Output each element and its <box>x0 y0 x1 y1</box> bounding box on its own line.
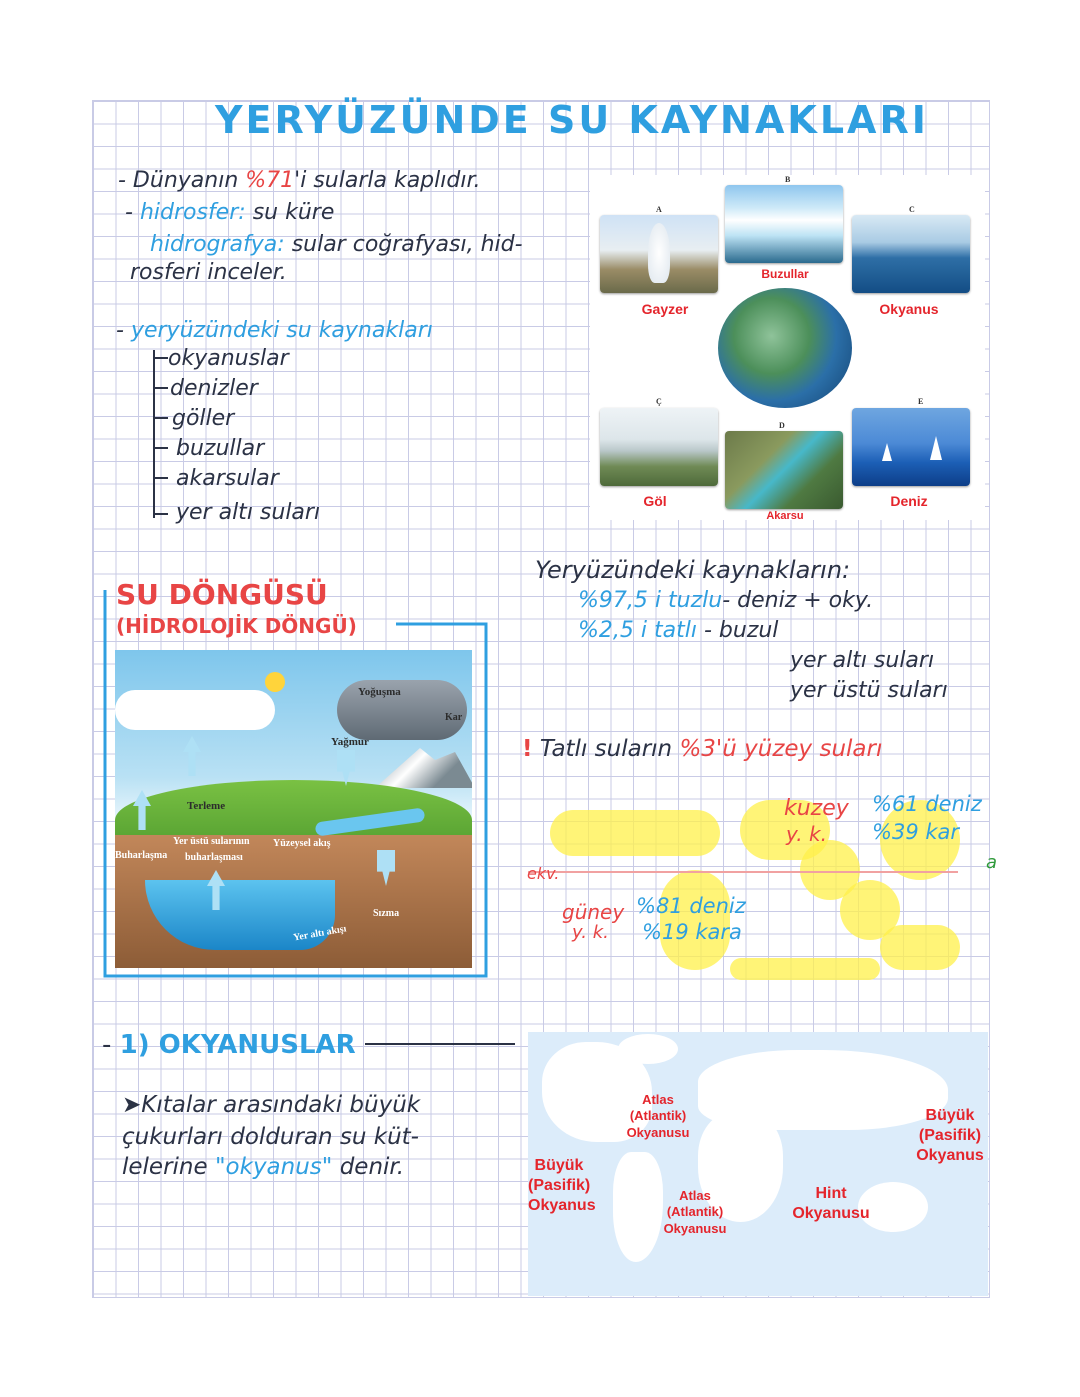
south-land: %19 kara <box>642 920 742 944</box>
sea-label: Deniz <box>890 493 928 509</box>
geyser-photo <box>600 215 718 293</box>
fresh-desc-2: yer altı suları <box>790 648 935 673</box>
hidrosfer-term: hidrosfer: <box>139 200 246 225</box>
south-sea: %81 deniz <box>636 894 746 918</box>
source-item-5: akarsular <box>176 466 279 491</box>
oceans-heading: 1) OKYANUSLAR <box>119 1030 356 1060</box>
sources-bracket <box>140 350 170 530</box>
hidrografya-def: sular coğrafyası, hid- <box>291 232 523 257</box>
salt-percent: %97,5 i <box>578 588 661 613</box>
fresh-row: %2,5 i tatlı - buzul <box>578 618 779 643</box>
letter-d: D <box>779 421 785 430</box>
hidrosfer-def: su küre <box>252 200 335 225</box>
label-yer-ustu-2: buharlaşması <box>185 852 243 863</box>
fresh-desc-3: yer üstü suları <box>790 678 948 703</box>
water-cycle-diagram <box>115 650 472 968</box>
river-photo <box>725 431 843 509</box>
map-hint: Hint Okyanusu <box>792 1185 870 1222</box>
source-item-6: yer altı suları <box>176 500 321 525</box>
map-pasifik-east: Büyük (Pasifik) Okyanus <box>916 1107 984 1164</box>
letter-c: C <box>909 205 915 214</box>
world-ocean-map <box>528 1032 988 1296</box>
letter-e: E <box>918 397 924 406</box>
salt-row: %97,5 i tuzlu- deniz + oky. <box>578 588 874 613</box>
source-item-3: göller <box>172 406 235 431</box>
label-terleme: Terleme <box>187 800 226 812</box>
ocean-photo <box>852 215 970 293</box>
equator-label: ekv. <box>527 864 560 883</box>
intro-line-3 <box>150 232 523 257</box>
water-cycle-heading: SU DÖNGÜSÜ <box>116 578 328 611</box>
intro-line-1 <box>118 168 480 193</box>
letter-a: A <box>656 205 662 214</box>
hidrografya-term: hidrografya: <box>150 232 285 257</box>
source-item-1: okyanuslar <box>168 346 289 371</box>
map-atlas-south: Atlas (Atlantik) Okyanusu <box>663 1188 727 1236</box>
letter-b: B <box>785 175 791 184</box>
oceans-heading-line <box>365 1043 515 1045</box>
surface-note-suffix: yüzey suları <box>744 736 883 762</box>
fresh-desc-1: buzul <box>718 618 779 643</box>
equator-line <box>528 871 958 873</box>
sources-heading-row: - yeryüzündeki su kaynakları <box>116 318 433 343</box>
intro-percent: %71 <box>245 168 295 193</box>
map-atlas-north: Atlas (Atlantik) Okyanusu <box>626 1092 690 1140</box>
north-label-1: kuzey <box>784 796 849 821</box>
salt-desc: deniz + oky. <box>737 588 874 613</box>
globe-image <box>718 288 852 408</box>
label-yagmur: Yağmur <box>331 736 369 748</box>
glacier-label: Buzullar <box>761 267 809 281</box>
intro-line-2: - hidrosfer: su küre <box>125 200 335 225</box>
label-yuzeysel: Yüzeysel akış <box>273 838 331 849</box>
north-sea: %61 deniz <box>872 792 982 816</box>
margin-mark: a <box>986 852 998 873</box>
water-sources-figure <box>590 175 985 520</box>
surface-note <box>522 736 882 762</box>
label-yer-alti: Yer altı akışı <box>292 923 348 944</box>
label-sizma: Sızma <box>373 908 400 919</box>
north-label-2: y. k. <box>786 822 827 846</box>
page-title: YERYÜZÜNDE SU KAYNAKLARI <box>215 98 929 142</box>
fresh-word: tatlı <box>654 618 697 643</box>
south-label-1: güney <box>562 900 625 924</box>
map-pasifik-west: Büyük (Pasifik) Okyanus <box>528 1157 596 1214</box>
surface-note-percent: %3'ü <box>679 736 737 762</box>
distribution-heading: Yeryüzündeki kaynakların: <box>535 556 851 584</box>
exclamation-icon: ! <box>522 736 533 762</box>
fresh-percent: %2,5 i <box>578 618 647 643</box>
salt-word: tuzlu <box>668 588 723 613</box>
intro-line-4: rosferi inceler. <box>130 260 287 285</box>
label-buharlasma: Buharlaşma <box>115 850 168 861</box>
oceans-heading-row: - 1) OKYANUSLAR <box>102 1030 356 1060</box>
label-kar: Kar <box>445 712 463 723</box>
letter-cc: Ç <box>656 397 662 406</box>
oceans-def-1: ➤Kıtalar arasındaki büyük <box>122 1092 421 1118</box>
intro-suffix: 'i sularla kaplıdır. <box>294 168 481 193</box>
intro-prefix: - Dünyanın <box>118 168 239 193</box>
glacier-photo <box>725 185 843 263</box>
greenland-shape <box>618 1034 678 1064</box>
ocean-label: Okyanus <box>879 301 939 317</box>
label-yer-ustu-1: Yer üstü sularının <box>173 836 250 847</box>
north-land: %39 kar <box>872 820 960 844</box>
river-label: Akarsu <box>766 510 804 522</box>
label-yogusma: Yoğuşma <box>358 686 401 698</box>
sources-heading: yeryüzündeki su kaynakları <box>130 318 433 343</box>
surface-note-prefix: Tatlı suların <box>539 736 673 762</box>
geyser-label: Gayzer <box>641 301 689 317</box>
arrow-icon: ➤ <box>122 1092 142 1118</box>
oceans-def-3: lelerine "okyanus" denir. <box>122 1154 405 1180</box>
oceans-def-2: çukurları dolduran su küt- <box>122 1124 419 1150</box>
source-item-2: denizler <box>170 376 258 401</box>
south-america-shape <box>613 1152 663 1262</box>
source-item-4: buzullar <box>176 436 265 461</box>
sea-photo <box>852 408 970 486</box>
south-label-2: y. k. <box>572 922 609 943</box>
water-cycle-subheading: (HİDROLOJİK DÖNGÜ) <box>116 614 357 638</box>
lake-label: Göl <box>643 493 667 509</box>
okyanus-term: "okyanus" <box>214 1154 333 1180</box>
lake-photo <box>600 408 718 486</box>
